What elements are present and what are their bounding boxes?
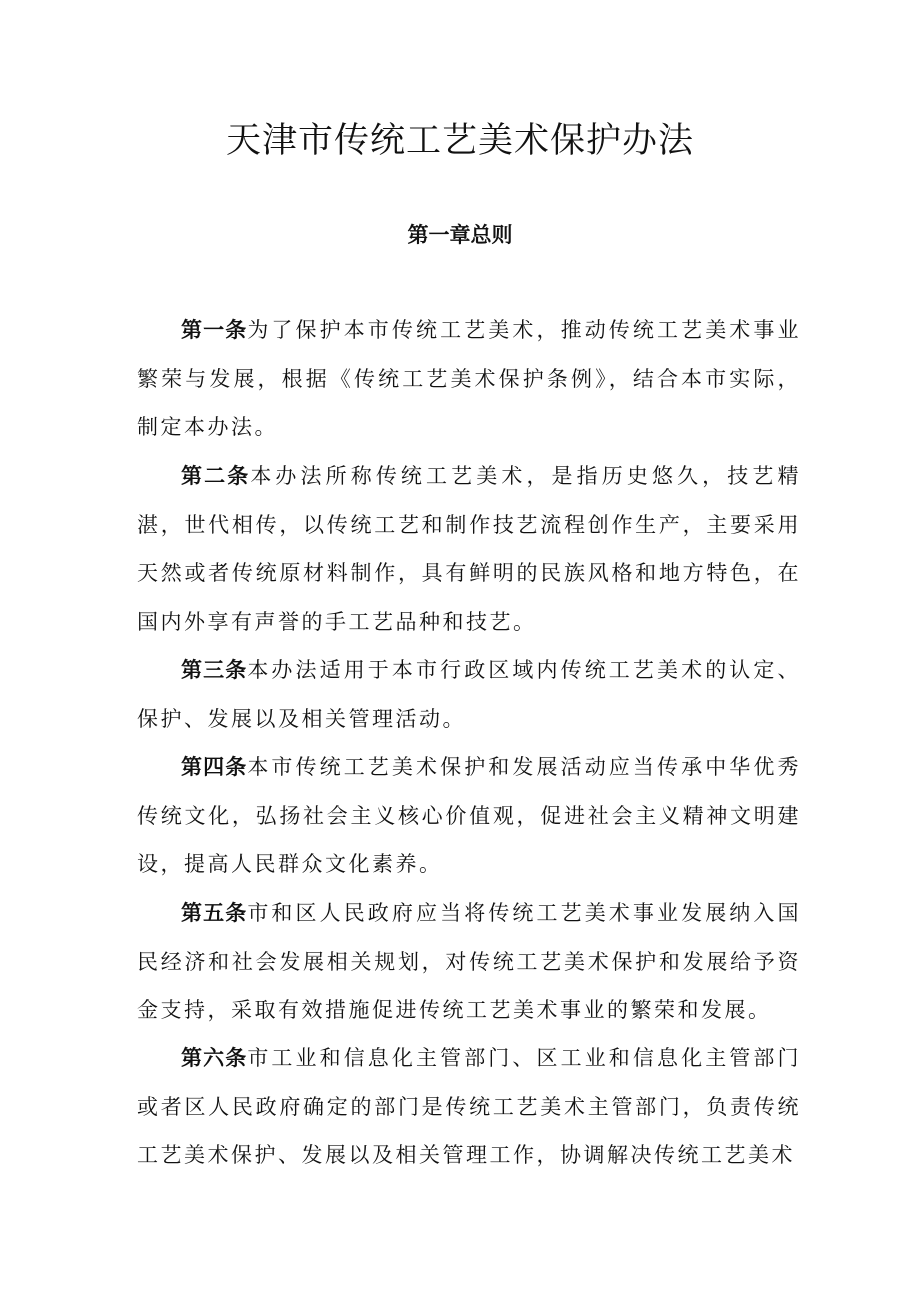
article-5 [137, 889, 801, 1035]
article-5-text: 市和区人民政府应当将传统工艺美术事业发展纳入国民经济和社会发展相关规划，对传统工艺美术保护和发展给予资金支持，采取有效措施促进传统工艺美术事业的繁荣和发展。 [137, 901, 802, 1022]
article-3-label: 第三条 [181, 658, 248, 682]
article-6-label: 第六条 [181, 1046, 248, 1070]
article-2-text: 本办法所称传统工艺美术，是指历史悠久，技艺精湛，世代相传，以传统工艺和制作技艺流程创作生产，主要采用天然或者传统原材料制作，具有鲜明的民族风格和地方特色，在国内外享有声誉的手工艺品种和技艺。 [137, 464, 801, 634]
article-1 [137, 306, 801, 452]
article-1-label: 第一条 [181, 318, 248, 342]
chapter-title: 第一章总则 [407, 223, 513, 247]
article-3-text: 本办法适用于本市行政区域内传统工艺美术的认定、保护、发展以及相关管理活动。 [137, 658, 802, 731]
article-1-text: 为了保护本市传统工艺美术，推动传统工艺美术事业繁荣与发展，根据《传统工艺美术保护条例》，结合本市实际，制定本办法。 [137, 318, 802, 439]
article-4-label: 第四条 [181, 755, 248, 779]
article-3 [137, 646, 801, 743]
article-2-label: 第二条 [181, 464, 251, 488]
article-2 [137, 452, 801, 646]
article-6-text: 市工业和信息化主管部门、区工业和信息化主管部门或者区人民政府确定的部门是传统工艺美术主管部门，负责传统工艺美术保护、发展以及相关管理工作，协调解决传统工艺美术 [137, 1046, 802, 1167]
document-title: 天津市传统工艺美术保护办法 [225, 121, 694, 161]
article-6 [137, 1034, 801, 1180]
article-5-label: 第五条 [181, 901, 248, 925]
article-4 [137, 743, 801, 889]
article-4-text: 本市传统工艺美术保护和发展活动应当传承中华优秀传统文化，弘扬社会主义核心价值观，促进社会主义精神文明建设，提高人民群众文化素养。 [137, 755, 802, 876]
